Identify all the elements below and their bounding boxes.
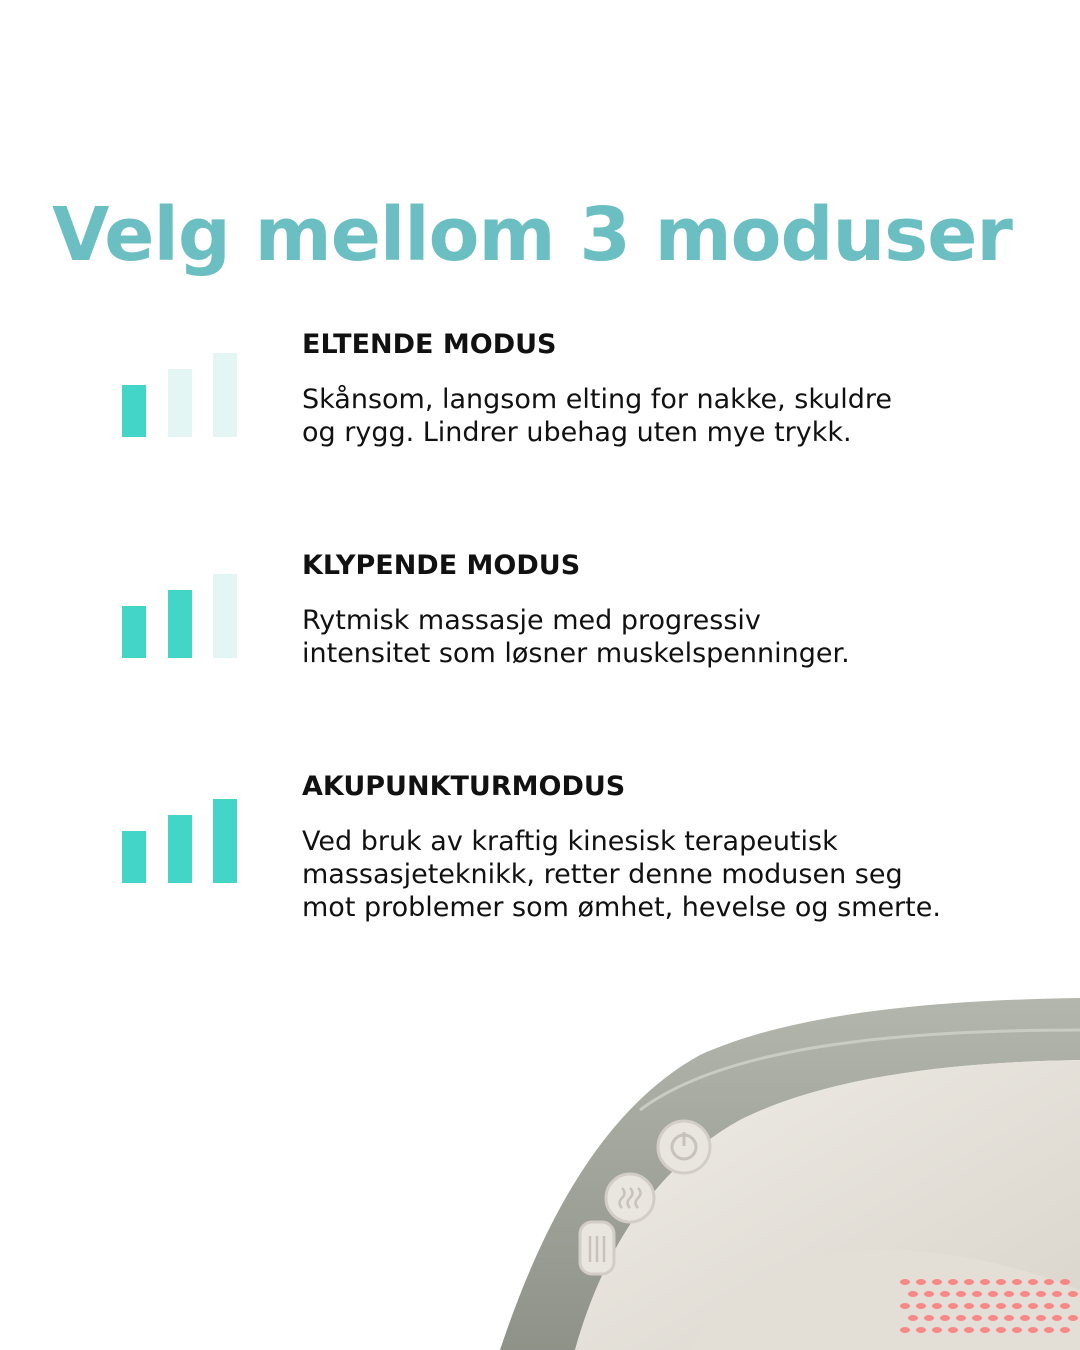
red-light-dot [972, 1315, 982, 1321]
red-light-dot [988, 1291, 998, 1297]
red-light-dot [972, 1291, 982, 1297]
red-light-dot [996, 1327, 1006, 1333]
red-light-dot [900, 1279, 910, 1285]
red-light-dot [1012, 1327, 1022, 1333]
description-line: massasjeteknikk, retter denne modusen seg [302, 859, 903, 890]
red-light-dot [1052, 1291, 1062, 1297]
power-icon[interactable] [658, 1121, 710, 1173]
description-line: Rytmisk massasje med progressiv [302, 605, 761, 636]
red-light-dot [1036, 1291, 1046, 1297]
red-light-dot [956, 1315, 966, 1321]
red-light-dot [900, 1303, 910, 1309]
red-light-dot [996, 1303, 1006, 1309]
red-light-dot [948, 1303, 958, 1309]
red-light-dot [900, 1327, 910, 1333]
red-light-dot [980, 1279, 990, 1285]
red-light-dot [1060, 1327, 1070, 1333]
mode-title: ELTENDE MODUS [302, 329, 557, 360]
description-line: intensitet som løsner muskelspenninger. [302, 638, 850, 669]
red-light-dot [1012, 1303, 1022, 1309]
red-light-dot [932, 1327, 942, 1333]
red-light-dot [1068, 1291, 1078, 1297]
red-light-dot [940, 1291, 950, 1297]
red-light-dot [908, 1315, 918, 1321]
red-light-dot [996, 1279, 1006, 1285]
red-light-dot [1068, 1315, 1078, 1321]
red-light-dot [1060, 1303, 1070, 1309]
heat-icon[interactable] [606, 1174, 654, 1222]
red-light-dot [1044, 1303, 1054, 1309]
red-light-dot [1004, 1291, 1014, 1297]
mode-icon[interactable] [580, 1222, 614, 1274]
red-light-dot [1012, 1279, 1022, 1285]
description-line: mot problemer som ømhet, hevelse og smerte. [302, 892, 941, 923]
red-light-dot [1052, 1315, 1062, 1321]
red-light-dot [1028, 1303, 1038, 1309]
red-light-dot [916, 1303, 926, 1309]
red-light-dot [916, 1327, 926, 1333]
red-light-dot [1004, 1315, 1014, 1321]
red-light-dot [916, 1279, 926, 1285]
red-light-dot [980, 1327, 990, 1333]
red-light-dot [1044, 1279, 1054, 1285]
red-light-dot [964, 1303, 974, 1309]
red-light-dot [980, 1303, 990, 1309]
red-light-dot [1060, 1279, 1070, 1285]
description-line: Ved bruk av kraftig kinesisk terapeutisk [302, 826, 838, 857]
page-title: Velg mellom 3 moduser [52, 191, 1012, 278]
red-light-dot [932, 1303, 942, 1309]
red-light-dot [964, 1327, 974, 1333]
red-light-dot [948, 1279, 958, 1285]
red-light-dot [940, 1315, 950, 1321]
red-light-dot [1028, 1327, 1038, 1333]
red-light-dot [1036, 1315, 1046, 1321]
red-light-dot [988, 1315, 998, 1321]
red-light-dot [1020, 1315, 1030, 1321]
mode-title: AKUPUNKTURMODUS [302, 771, 626, 802]
red-light-dot [1020, 1291, 1030, 1297]
description-line: Skånsom, langsom elting for nakke, skuldre [302, 384, 893, 415]
description-line: og rygg. Lindrer ubehag uten mye trykk. [302, 417, 852, 448]
red-light-dot [908, 1291, 918, 1297]
red-light-dot [956, 1291, 966, 1297]
red-light-dot [948, 1327, 958, 1333]
red-light-dot [1028, 1279, 1038, 1285]
red-light-dot [924, 1315, 934, 1321]
mode-title: KLYPENDE MODUS [302, 550, 581, 581]
red-light-dot [1044, 1327, 1054, 1333]
red-light-dot [924, 1291, 934, 1297]
red-light-dot [932, 1279, 942, 1285]
red-light-dot [964, 1279, 974, 1285]
